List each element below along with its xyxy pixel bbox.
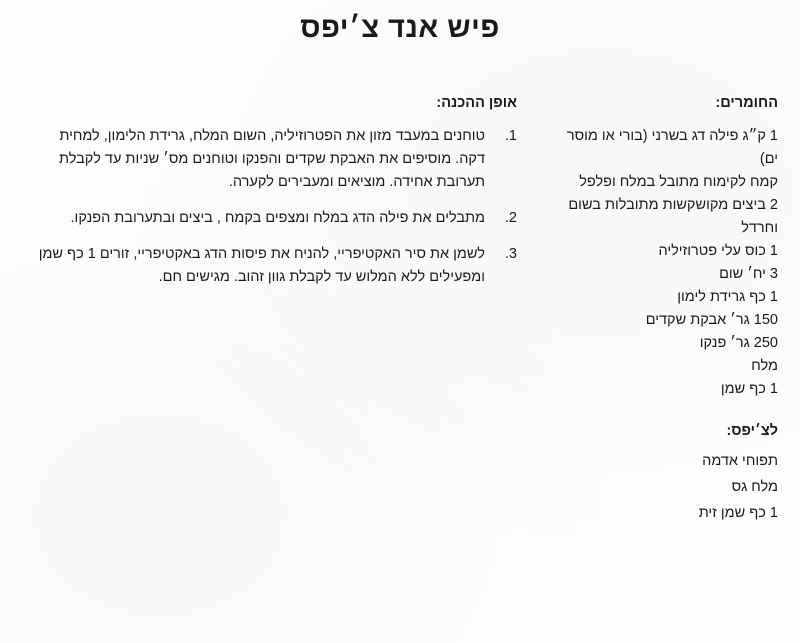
recipe-title: פיש אנד צ׳יפס xyxy=(300,12,500,44)
ingredient-item: 250 גר׳ פנקו xyxy=(699,335,778,351)
step-text: טוחנים במעבד מזון את הפטרוזיליה, השום המלח, גרידת הלימון, למחית דקה. מוסיפים את האבקת שקדים והפנקו וטוחנים מס׳ שניות עד לקבלת תערובת אחידה. מוציאים ומעבירים לקערה. xyxy=(59,128,485,190)
ingredient-item: 1 כף שמן xyxy=(720,381,778,397)
step-text: מתבלים את פילה הדג במלח ומצפים בקמח , ביצים ובתערובת הפנקו. xyxy=(70,210,485,226)
step-number: 3. xyxy=(504,246,517,262)
ingredients-list xyxy=(563,125,778,401)
step-number: 2. xyxy=(504,210,517,226)
ingredient-item: 2 ביצים מקושקשות מתובלות בשום וחרדל xyxy=(568,197,778,236)
ingredient-item: 3 יח׳ שום xyxy=(719,266,778,282)
method-step xyxy=(27,125,517,194)
method-section xyxy=(27,92,517,302)
ingredient-item: 150 גר׳ אבקת שקדים xyxy=(645,312,778,328)
method-heading: אופן ההכנה: xyxy=(436,95,517,111)
method-step xyxy=(27,243,517,289)
chips-item: 1 כף שמן זית xyxy=(698,505,778,521)
method-steps xyxy=(27,125,517,289)
ingredient-item: 1 ק״ג פילה דג בשרני (בורי או מוסר ים) xyxy=(566,128,778,167)
ingredient-item: 1 כף גרידת לימון xyxy=(677,289,778,305)
method-step xyxy=(27,207,517,230)
chips-heading: לצ׳יפס: xyxy=(726,423,778,439)
chips-item: תפוחי אדמה xyxy=(702,453,778,469)
ingredient-item: 1 כוס עלי פטרוזיליה xyxy=(658,243,778,259)
ingredients-section xyxy=(563,92,778,526)
chips-item: מלח גס xyxy=(731,479,778,495)
chips-list xyxy=(563,448,778,526)
ingredients-heading: החומרים: xyxy=(715,95,778,111)
step-text: לשמן את סיר האקטיפריי, להניח את פיסות הדג באקטיפריי, זורים 1 כף שמן ומפעילים ללא המלוש עד לקבלת גוון זהוב. מגישים חם. xyxy=(38,246,485,285)
ingredient-item: מלח xyxy=(751,358,778,374)
ingredient-item: קמח לקימוח מתובל במלח ופלפל xyxy=(579,174,778,190)
step-number: 1. xyxy=(504,128,517,144)
